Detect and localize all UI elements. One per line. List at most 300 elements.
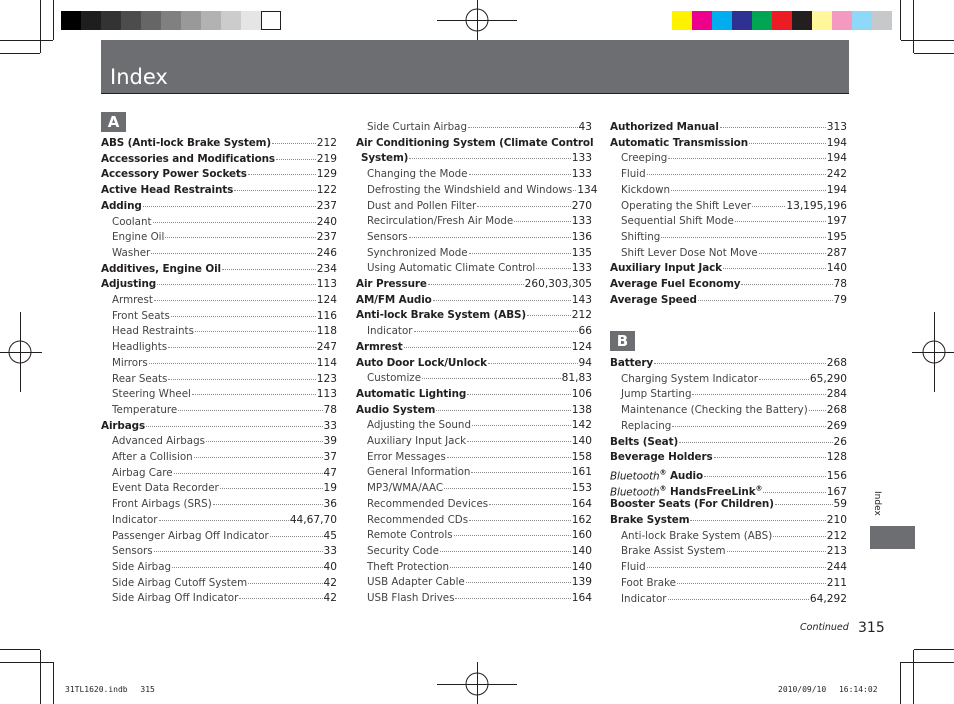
- registration-mark-right: [912, 312, 954, 392]
- leader-dots: [171, 316, 316, 317]
- gray-swatch: [61, 11, 81, 30]
- index-entry-page: 195: [826, 230, 847, 243]
- leader-dots: [450, 567, 571, 568]
- leader-dots: [489, 504, 571, 505]
- leader-dots: [661, 237, 825, 238]
- index-entry[interactable]: [367, 246, 592, 260]
- index-entry[interactable]: [610, 293, 847, 307]
- index-entry[interactable]: [367, 513, 592, 527]
- section-letter-a: A: [101, 112, 126, 132]
- index-entry-label: Air Pressure: [356, 278, 427, 290]
- index-entry-label: Bluetooth® HandsFreeLink®: [610, 484, 763, 499]
- index-entry-label: Replacing: [621, 419, 672, 432]
- leader-dots: [440, 551, 571, 552]
- index-entry[interactable]: [112, 372, 337, 386]
- index-entry[interactable]: [367, 465, 592, 479]
- index-entry[interactable]: [112, 466, 337, 480]
- leader-dots: [422, 378, 561, 379]
- index-entry-page: 42: [323, 576, 337, 589]
- color-swatch: [872, 11, 892, 30]
- leader-dots: [466, 582, 571, 583]
- index-entry[interactable]: [112, 246, 337, 260]
- index-entry-page: 136: [571, 230, 592, 243]
- index-entry-page: 64,292: [809, 592, 847, 605]
- index-entry[interactable]: [367, 560, 592, 574]
- index-entry[interactable]: [621, 151, 847, 165]
- title-banner: [101, 40, 849, 93]
- leader-dots: [527, 315, 571, 316]
- index-entry-page: 26: [833, 435, 847, 448]
- index-entry-page: 135: [571, 246, 592, 259]
- index-entry[interactable]: [367, 528, 592, 542]
- leader-dots: [234, 190, 316, 191]
- index-entry-label: Airbag Care: [112, 466, 173, 479]
- index-entry-label: Advanced Airbags: [112, 435, 206, 448]
- index-entry[interactable]: [367, 199, 592, 213]
- index-entry-page: 45: [323, 529, 337, 542]
- index-entry-page: 43: [578, 121, 592, 133]
- index-entry-label: Air Conditioning System (Climate Control: [356, 136, 594, 149]
- index-entry-page: 124: [571, 340, 592, 353]
- index-entry-label: Armrest: [356, 340, 403, 353]
- gray-swatch: [221, 11, 241, 30]
- leader-dots: [436, 410, 570, 411]
- leader-dots: [194, 457, 323, 458]
- index-entry-label: ABS (Anti-lock Brake System): [101, 137, 272, 149]
- side-tab[interactable]: [870, 526, 915, 549]
- index-entry-label: Event Data Recorder: [112, 482, 219, 495]
- index-entry-label: Indicator: [112, 513, 158, 526]
- color-swatch: [752, 11, 772, 30]
- leader-dots: [414, 331, 578, 332]
- index-entry[interactable]: [356, 356, 592, 370]
- index-entry[interactable]: [112, 560, 337, 574]
- index-entry-label: Brake Assist System: [621, 545, 726, 558]
- index-entry-page: 113: [316, 278, 337, 291]
- index-entry-label: Recirculation/Fresh Air Mode: [367, 215, 514, 228]
- index-entry-page: 240: [316, 215, 337, 228]
- index-entry[interactable]: [610, 482, 847, 499]
- leader-dots: [467, 394, 570, 395]
- index-entry-label: Temperature: [112, 403, 178, 416]
- index-entry[interactable]: [367, 183, 598, 197]
- index-entry-label: AM/FM Audio: [356, 293, 432, 306]
- index-entry[interactable]: [112, 387, 337, 401]
- index-entry-label: Shifting: [621, 230, 661, 243]
- leader-dots: [428, 284, 524, 285]
- index-entry-label: Average Speed: [610, 293, 697, 306]
- index-entry[interactable]: [610, 435, 847, 449]
- index-entry-page: 118: [316, 325, 337, 338]
- index-entry-label: Average Fuel Economy: [610, 278, 741, 290]
- leader-dots: [692, 394, 825, 395]
- index-entry[interactable]: [356, 277, 592, 291]
- section-letter-b: B: [610, 331, 635, 351]
- index-entry[interactable]: [610, 261, 847, 275]
- index-entry[interactable]: [367, 434, 592, 448]
- index-entry[interactable]: [356, 403, 592, 417]
- leader-dots: [469, 520, 571, 521]
- index-entry-label: Coolant: [112, 215, 152, 228]
- gray-swatch: [121, 11, 141, 30]
- page-number: 315: [858, 620, 885, 636]
- leader-dots: [809, 410, 826, 411]
- index-entry-label: Active Head Restraints: [101, 184, 234, 197]
- index-entry-label: Fluid: [621, 561, 646, 574]
- registration-mark-bottom: [437, 662, 517, 704]
- index-entry[interactable]: [610, 277, 847, 291]
- color-swatch: [812, 11, 832, 30]
- index-entry-page: 47: [323, 466, 337, 479]
- index-entry[interactable]: [621, 199, 847, 213]
- index-entry-page: 260,303,305: [524, 278, 592, 290]
- index-entry[interactable]: [610, 136, 847, 150]
- leader-dots: [469, 253, 571, 254]
- color-swatch: [732, 11, 752, 30]
- index-entry[interactable]: [356, 387, 592, 401]
- index-entry[interactable]: [356, 293, 592, 307]
- index-entry-page: 156: [826, 470, 847, 483]
- index-entry-page: 129: [316, 168, 337, 181]
- index-entry[interactable]: [112, 293, 337, 307]
- index-entry-label: Steering Wheel: [112, 388, 191, 401]
- index-entry-label: Auxiliary Input Jack: [367, 435, 467, 447]
- leader-dots: [174, 473, 323, 474]
- index-entry[interactable]: [101, 167, 337, 181]
- index-entry[interactable]: [610, 466, 847, 483]
- index-entry[interactable]: [101, 183, 337, 197]
- index-entry[interactable]: [621, 419, 847, 433]
- index-entry-label: Airbags: [101, 419, 146, 432]
- index-entry[interactable]: [610, 513, 847, 527]
- index-entry[interactable]: [367, 120, 592, 134]
- index-entry-label: Side Curtain Airbag: [367, 121, 468, 133]
- leader-dots: [409, 237, 571, 238]
- print-file-info: 31TL1620.indb 315: [65, 685, 155, 694]
- index-entry-label: Automatic Transmission: [610, 136, 749, 149]
- leader-dots: [276, 159, 316, 160]
- leader-dots: [409, 158, 570, 159]
- index-entry-page: 269: [826, 419, 847, 432]
- index-entry[interactable]: [367, 418, 592, 432]
- leader-dots: [573, 190, 576, 191]
- index-entry-label: After a Collision: [112, 451, 193, 463]
- index-entry-page: 106: [571, 387, 592, 400]
- index-entry[interactable]: [621, 529, 847, 543]
- leader-dots: [472, 425, 571, 426]
- index-entry[interactable]: [367, 324, 592, 338]
- index-entry[interactable]: [101, 277, 337, 291]
- index-entry-label: Audio System: [356, 403, 436, 416]
- index-entry[interactable]: [610, 450, 847, 464]
- leader-dots: [647, 567, 826, 568]
- index-entry-page: 44,67,70: [289, 513, 337, 526]
- index-entry-label: Remote Controls: [367, 529, 453, 542]
- index-entry-label: Dust and Pollen Filter: [367, 199, 477, 212]
- leader-dots: [698, 300, 833, 301]
- index-entry[interactable]: [112, 529, 337, 543]
- index-entry-label: Indicator: [621, 592, 667, 605]
- leader-dots: [270, 536, 323, 537]
- gray-swatch: [101, 11, 121, 30]
- index-entry[interactable]: [621, 372, 847, 386]
- index-entry[interactable]: [112, 434, 337, 448]
- index-entry-page: 212: [826, 529, 847, 542]
- leader-dots: [735, 221, 826, 222]
- leader-dots: [213, 504, 323, 505]
- index-entry[interactable]: [621, 214, 847, 228]
- index-entry-page: 284: [826, 388, 847, 401]
- index-entry[interactable]: [112, 403, 337, 417]
- index-entry-page: 270: [571, 199, 592, 212]
- index-entry-page: 37: [323, 451, 337, 463]
- index-entry-page: 78: [323, 403, 337, 416]
- leader-dots: [679, 442, 832, 443]
- index-entry-page: 36: [323, 498, 337, 511]
- leader-dots: [720, 127, 826, 128]
- index-entry-label: Authorized Manual: [610, 121, 719, 133]
- color-swatch: [792, 11, 812, 30]
- gray-swatch: [201, 11, 221, 30]
- index-entry-page: 246: [316, 246, 337, 259]
- leader-dots: [454, 535, 571, 536]
- index-entry-label: Adjusting the Sound: [367, 419, 471, 432]
- index-entry-label: Changing the Mode: [367, 168, 468, 181]
- index-entry[interactable]: [610, 356, 847, 370]
- leader-dots: [714, 457, 826, 458]
- leader-dots: [222, 269, 316, 270]
- leader-dots: [775, 504, 833, 505]
- index-entry-page: 133: [571, 168, 592, 181]
- index-entry-label: Theft Protection: [367, 560, 449, 573]
- color-swatch: [712, 11, 732, 30]
- index-entry[interactable]: [356, 136, 592, 150]
- index-entry-page: 247: [316, 341, 337, 354]
- index-entry-label: Charging System Indicator: [621, 372, 758, 385]
- index-entry[interactable]: [621, 230, 847, 244]
- index-entry-label: Auto Door Lock/Unlock: [356, 356, 487, 369]
- index-entry[interactable]: [356, 340, 592, 354]
- index-entry-label: Security Code: [367, 544, 439, 557]
- index-entry-page: 133: [571, 262, 592, 275]
- index-entry[interactable]: [367, 497, 592, 511]
- index-entry-page: 123: [316, 372, 337, 385]
- leader-dots: [488, 363, 578, 364]
- leader-dots: [157, 284, 316, 285]
- index-entry[interactable]: [361, 151, 592, 165]
- leader-dots: [195, 331, 316, 332]
- index-entry[interactable]: [112, 324, 337, 338]
- leader-dots: [154, 300, 316, 301]
- leader-dots: [741, 284, 832, 285]
- index-entry[interactable]: [610, 120, 847, 134]
- registration-mark-top: [437, 0, 517, 42]
- leader-dots: [444, 488, 571, 489]
- index-entry[interactable]: [112, 513, 337, 527]
- leader-dots: [654, 363, 826, 364]
- leader-dots: [467, 441, 571, 442]
- color-swatch: [692, 11, 712, 30]
- index-entry-label: Customize: [367, 372, 422, 385]
- index-entry[interactable]: [367, 167, 592, 181]
- leader-dots: [248, 583, 322, 584]
- leader-dots: [220, 488, 323, 489]
- index-entry-label: USB Adapter Cable: [367, 576, 465, 589]
- index-entry[interactable]: [367, 214, 592, 228]
- index-entry-page: 94: [578, 356, 592, 369]
- gray-swatch: [81, 11, 101, 30]
- leader-dots: [727, 551, 826, 552]
- index-entry[interactable]: [112, 544, 337, 558]
- index-entry-label: Front Airbags (SRS): [112, 498, 212, 511]
- index-entry-label: Creeping: [621, 152, 668, 165]
- leader-dots: [192, 394, 316, 395]
- index-entry[interactable]: [367, 591, 592, 605]
- leader-dots: [773, 536, 826, 537]
- leader-dots: [146, 426, 322, 427]
- index-entry[interactable]: [610, 497, 847, 511]
- index-entry[interactable]: [112, 309, 337, 323]
- index-entry[interactable]: [621, 167, 847, 181]
- index-entry-page: 113: [316, 388, 337, 401]
- index-entry-page: 39: [323, 435, 337, 448]
- index-entry-label: Adding: [101, 199, 142, 212]
- page-title: Index: [110, 65, 168, 89]
- index-entry-page: 140: [571, 435, 592, 447]
- index-entry-label: Beverage Holders: [610, 451, 713, 464]
- index-entry-label: Foot Brake: [621, 576, 677, 589]
- index-entry-page: 78: [833, 278, 847, 290]
- leader-dots: [206, 441, 322, 442]
- index-entry-label: General Information: [367, 466, 471, 479]
- index-entry[interactable]: [621, 403, 847, 417]
- color-swatch: [852, 11, 872, 30]
- index-entry[interactable]: [112, 450, 337, 464]
- index-entry[interactable]: [356, 308, 592, 322]
- leader-dots: [723, 268, 826, 269]
- leader-dots: [647, 174, 826, 175]
- registration-mark-left: [0, 312, 42, 392]
- leader-dots: [153, 222, 316, 223]
- color-swatch: [832, 11, 852, 30]
- index-entry-page: 194: [826, 183, 847, 196]
- leader-dots: [668, 599, 809, 600]
- leader-dots: [447, 457, 571, 458]
- index-entry-label: Jump Starting: [621, 388, 692, 401]
- index-entry[interactable]: [367, 261, 592, 275]
- index-entry-page: 210: [826, 514, 847, 526]
- index-entry-label: Automatic Lighting: [356, 387, 467, 400]
- index-entry-label: Rear Seats: [112, 372, 168, 385]
- index-entry-label: Synchronized Mode: [367, 246, 468, 259]
- index-entry[interactable]: [101, 199, 337, 213]
- index-entry-page: 164: [571, 592, 592, 604]
- index-entry[interactable]: [621, 246, 847, 260]
- index-entry-label: USB Flash Drives: [367, 592, 455, 604]
- index-entry[interactable]: [101, 136, 337, 150]
- index-entry[interactable]: [112, 215, 337, 229]
- index-entry-page: 194: [826, 152, 847, 165]
- index-entry[interactable]: [621, 592, 847, 606]
- gray-swatch: [161, 11, 181, 30]
- index-entry-label: Bluetooth® Audio: [610, 468, 704, 483]
- index-entry[interactable]: [367, 544, 592, 558]
- index-entry[interactable]: [112, 230, 337, 244]
- index-entry[interactable]: [621, 576, 847, 590]
- index-entry-page: 268: [826, 357, 847, 369]
- index-entry[interactable]: [112, 497, 337, 511]
- leader-dots: [677, 583, 826, 584]
- index-entry-label: Fluid: [621, 168, 646, 181]
- gray-swatch: [261, 11, 281, 30]
- index-entry-page: 140: [571, 544, 592, 557]
- index-entry-page: 211: [826, 576, 847, 589]
- index-entry-page: 287: [826, 246, 847, 259]
- index-entry[interactable]: [101, 262, 337, 276]
- leader-dots: [514, 221, 571, 222]
- index-entry-page: 153: [571, 482, 592, 495]
- index-entry[interactable]: [101, 152, 337, 166]
- index-entry-page: 160: [571, 529, 592, 542]
- leader-dots: [404, 347, 571, 348]
- index-entry[interactable]: [367, 230, 592, 244]
- index-entry-label: Headlights: [112, 341, 168, 354]
- index-entry-label: Error Messages: [367, 450, 446, 463]
- title-rule: [101, 93, 849, 94]
- index-entry-label: MP3/WMA/AAC: [367, 482, 444, 495]
- index-entry[interactable]: [621, 183, 847, 197]
- index-entry-page: 33: [323, 419, 337, 432]
- index-entry-page: 79: [833, 293, 847, 306]
- index-entry-page: 33: [323, 545, 337, 558]
- index-entry[interactable]: [112, 481, 337, 495]
- leader-dots: [469, 174, 571, 175]
- index-entry[interactable]: [367, 575, 592, 589]
- leader-dots: [433, 300, 571, 301]
- leader-dots: [455, 598, 570, 599]
- gray-swatch: [181, 11, 201, 30]
- index-entry-label: Adjusting: [101, 278, 157, 291]
- index-entry-page: 59: [833, 498, 847, 511]
- index-entry[interactable]: [112, 591, 337, 605]
- index-entry-page: 81,83: [561, 372, 592, 385]
- index-entry-page: 197: [826, 215, 847, 228]
- index-entry[interactable]: [367, 450, 592, 464]
- index-entry-page: 164: [571, 497, 592, 510]
- index-entry-label: Recommended CDs: [367, 513, 469, 526]
- index-entry-page: 242: [826, 168, 847, 181]
- index-entry-page: 143: [571, 293, 592, 306]
- index-entry-page: 114: [316, 356, 337, 369]
- side-tab-label: Index: [872, 491, 882, 516]
- index-entry[interactable]: [112, 576, 337, 590]
- index-entry[interactable]: [621, 560, 847, 574]
- index-entry-page: 128: [826, 451, 847, 464]
- index-entry[interactable]: [367, 481, 592, 495]
- index-entry[interactable]: [101, 419, 337, 433]
- index-entry[interactable]: [112, 356, 337, 370]
- index-entry-page: 167: [826, 486, 847, 499]
- index-entry-label: Battery: [610, 357, 654, 369]
- index-entry[interactable]: [621, 387, 847, 401]
- leader-dots: [248, 174, 316, 175]
- index-entry-page: 66: [578, 325, 592, 338]
- index-entry[interactable]: [112, 340, 337, 354]
- index-entry[interactable]: [621, 544, 847, 558]
- leader-dots: [763, 492, 825, 493]
- index-entry[interactable]: [367, 371, 592, 385]
- leader-dots: [749, 143, 826, 144]
